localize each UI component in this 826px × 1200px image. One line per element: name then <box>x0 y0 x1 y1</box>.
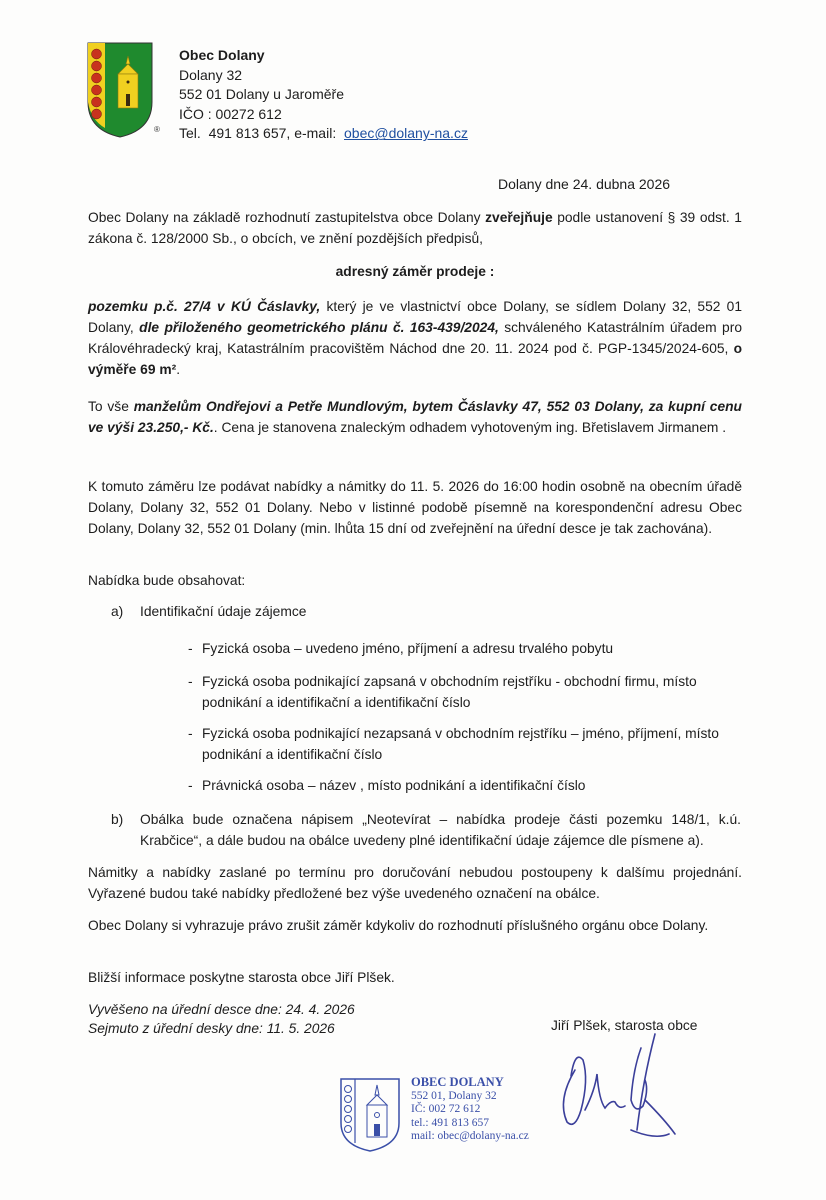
intro-text-2: podle ustanovení § 39 odst. 1 zákona č. 128/2000 Sb., o obcích, ve znění pozdějších předpisů, <box>88 210 742 246</box>
buyer-paragraph <box>88 396 742 438</box>
contact-line <box>179 124 468 144</box>
buyer-text-2: . Cena je stanovena znaleckým odhadem vyhotoveným ing. Břetislavem Jirmanem . <box>213 420 727 435</box>
list-item-a <box>111 601 741 622</box>
list-subitem: - Právnická osoba – název , místo podnikání a identifikační číslo <box>188 778 586 793</box>
date-line: Dolany dne 24. dubna 2026 <box>498 176 671 192</box>
list-item-b <box>111 809 741 851</box>
buyer-details: manželům Ondřejovi a Petře Mundlovým, bytem Čáslavky 47, 552 03 Dolany, za kupní cenu ve výši 23.250,- Kč. <box>88 399 742 435</box>
letterhead <box>179 46 468 144</box>
address-line-1: Dolany 32 <box>179 66 243 83</box>
list-subitem: - Fyzická osoba podnikající zapsaná v obchodním rejstříku - obchodní firmu, místo podnikání a identifikační a identifikační číslo <box>188 674 697 710</box>
list-text-a: Identifikační údaje zájemce <box>140 604 307 619</box>
stamp <box>411 1076 529 1144</box>
organization-name: Obec Dolany <box>179 47 265 63</box>
signatory-name: Jiří Plšek, starosta obce <box>551 1018 698 1033</box>
submission-paragraph: K tomuto záměru lze podávat nabídky a námitky do 11. 5. 2026 do 16:00 hodin osobně na obecním úřadě Dolany, Dolany 32, 552 01 Dolany. Nebo v listinné podobě písemně na korespondenční adresu Obec Dolany, Dolany 32, 552 01 Dolany (min. lhůta 15 dní od zveřejnění na úřední desce je tak zachována). <box>88 479 742 536</box>
stamp-mail: mail: obec@dolany-na.cz <box>411 1130 529 1143</box>
signature-icon <box>545 1030 695 1140</box>
intro-paragraph <box>88 207 742 249</box>
subject-text: který je ve vlastnictví obce Dolany, se sídlem Dolany 32, 552 01 Dolany, <box>88 299 743 335</box>
late-offers-paragraph: Námitky a nabídky zaslané po termínu pro doručování nebudou postoupeny k dalšímu projednání. Vyřazené budou také nabídky předložené bez výše uvedeného označení na obálce. <box>88 865 742 901</box>
list-label-a: a) <box>111 604 124 619</box>
list-subitem: - Fyzická osoba podnikající nezapsaná v obchodním rejstříku – jméno, příjmení, místo podnikání a identifikační číslo <box>188 726 719 762</box>
list-label-b: b) <box>111 812 124 827</box>
address-line-2: 552 01 Dolany u Jaroměře <box>179 86 344 103</box>
subitem-text: Právnická osoba – název , místo podnikání a identifikační číslo <box>202 778 586 793</box>
stamp-coat-of-arms-icon <box>339 1077 401 1153</box>
more-info: Bližší informace poskytne starosta obce Jiří Plšek. <box>88 970 395 985</box>
buyer-text: To vše <box>88 399 134 414</box>
offer-contents-label: Nabídka bude obsahovat: <box>88 573 246 588</box>
list-text-b: Obálka bude označena nápisem „Neotevírat – nabídka prodeje části pozemku 148/1, k.ú. Krabčice“, a dále budou na obálce uvedeny plné identifikační údaje zájemce dle písmene a). <box>140 812 741 848</box>
stamp-ic: IČ: 002 72 612 <box>411 1103 481 1116</box>
removed-date: Sejmuto z úřední desky dne: 11. 5. 2026 <box>88 1021 335 1036</box>
email-link[interactable]: obec@dolany-na.cz <box>344 125 468 142</box>
telephone: Tel. 491 813 657, e-mail: <box>179 125 344 142</box>
list-subitem: - Fyzická osoba – uvedeno jméno, příjmení a adresu trvalého pobytu <box>188 641 614 656</box>
intro-text: Obec Dolany na základě rozhodnutí zastupitelstva obce Dolany <box>88 210 486 225</box>
ico-number: IČO : 00272 612 <box>179 105 282 122</box>
coat-of-arms-icon <box>87 42 153 138</box>
subitem-text: Fyzická osoba podnikající nezapsaná v obchodním rejstříku – jméno, příjmení, místo podnikání a identifikační číslo <box>202 726 719 762</box>
stamp-tel: tel.: 491 813 657 <box>411 1116 489 1129</box>
subitem-text: Fyzická osoba – uvedeno jméno, příjmení a adresu trvalého pobytu <box>202 641 614 656</box>
stamp-org: OBEC DOLANY <box>411 1075 504 1089</box>
stamp-address: 552 01, Dolany 32 <box>411 1089 497 1102</box>
subject-text-2: schváleného Katastrálním úřadem pro Královéhradecký kraj, Katastrálním pracovištěm Náchod dne 20. 11. 2024 pod č. PGP-1345/2024-605, <box>88 320 742 356</box>
geometric-plan: dle přiloženého geometrického plánu č. 163-439/2024, <box>139 320 499 335</box>
subject-text-3: . <box>176 362 181 377</box>
subject-paragraph <box>88 296 742 380</box>
posted-date: Vyvěšeno na úřední desce dne: 24. 4. 2026 <box>88 1002 355 1017</box>
parcel: pozemku p.č. 27/4 v KÚ Čáslavky, <box>88 299 321 314</box>
area: o výměře 69 m² <box>88 341 742 377</box>
heading: adresný záměr prodeje : <box>335 264 495 279</box>
trademark-symbol: ® <box>154 125 160 134</box>
intro-bold: zveřejňuje <box>485 210 553 225</box>
subitem-text: Fyzická osoba podnikající zapsaná v obchodním rejstříku - obchodní firmu, místo podnikání a identifikační a identifikační číslo <box>202 674 697 710</box>
reservation-paragraph: Obec Dolany si vyhrazuje právo zrušit záměr kdykoliv do rozhodnutí příslušného orgánu obce Dolany. <box>88 918 709 933</box>
